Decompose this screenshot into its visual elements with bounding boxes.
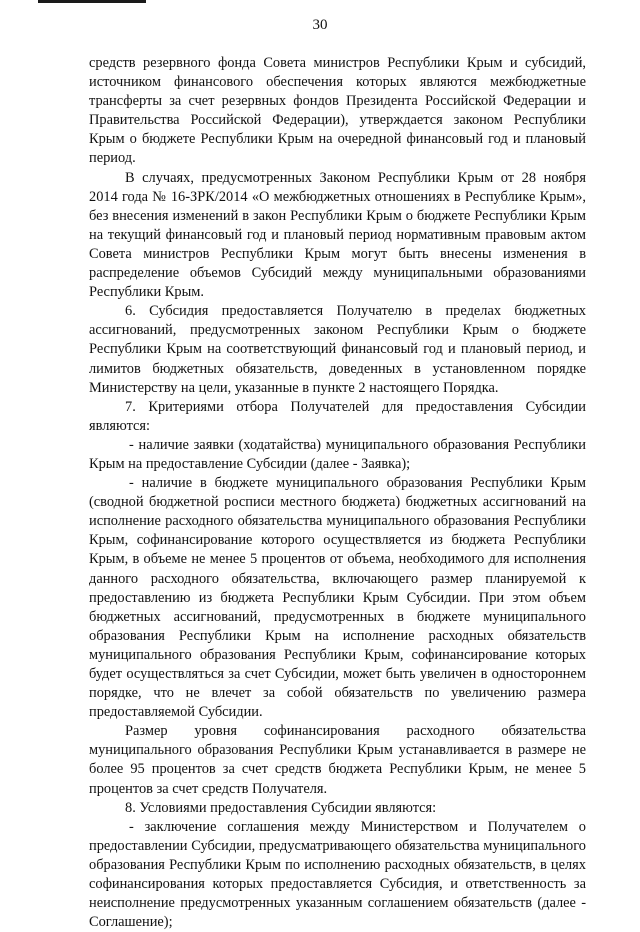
paragraph-item-8: 8. Условиями предоставления Субсидии являются: — [125, 799, 437, 816]
paragraph-item-7: 7. Критериями отбора Получателей для предоставления Субсидии являются: — [89, 398, 586, 434]
condition-agreement: - заключение соглашения между Министерством и Получателем о предоставлении Субсидии, предусматривающего обязательства муниципального образования Республики Крым по исполнению расходных обязательств, в целях софинансирования которых предоставляется Субсидия, и ответственность за неисполнение предусмотренных указанным соглашением обязательств (далее - Соглашение); — [89, 818, 586, 931]
page-number: 30 — [312, 17, 328, 33]
criterion-budget-allocations: - наличие в бюджете муниципального образования Республики Крым (сводной бюджетной росписи местного бюджета) бюджетных ассигнований на исполнение расходного обязательства муниципального образования Республики Крым, софинансирование которого осуществляется из бюджета Республики Крым, в объеме не менее 5 процентов от объема, необходимого для исполнения данного расходного обязательства, включающего размер планируемой к предоставлению из бюджета Республики Крым Субсидии. При этом объем бюджетных ассигнований, предусмотренных в бюджете муниципального образования Республики Крым на исполнение расходных обязательств муниципального образования Республики Крым, софинансирование которых будет осуществляться за счет Субсидии, может быть увеличен в одностороннем порядке, что не влечет за собой обязательств по увеличению размера предоставляемой Субсидии. — [89, 475, 586, 721]
criterion-application: - наличие заявки (ходатайства) муниципального образования Республики Крым на предоставление Субсидии (далее - Заявка); — [89, 436, 586, 472]
paragraph-item-6: 6. Субсидия предоставляется Получателю в пределах бюджетных ассигнований, предусмотренных законом Республики Крым о бюджете Республики Крым на соответствующий финансовый год и плановый период, и лимитов бюджетных обязательств, доведенных в установленном порядке Министерству на цели, указанные в пункте 2 настоящего Порядка. — [89, 303, 586, 396]
document-body — [89, 54, 586, 932]
paragraph-cofinancing-level: Размер уровня софинансирования расходного обязательства муниципального образования Республики Крым устанавливается в размере не более 95 процентов за счет средств бюджета Республики Крым, не менее 5 процентов за счет средств Получателя. — [89, 723, 586, 797]
scan-edge-mark — [38, 0, 146, 3]
paragraph-budget-changes: В случаях, предусмотренных Законом Республики Крым от 28 ноября 2014 года № 16-ЗРК/2014 «О межбюджетных отношениях в Республике Крым», без внесения изменений в закон Республики Крым о бюджете Республики Крым на текущий финансовый год и плановый период нормативным правовым актом Совета министров Республики Крым могут быть внесены изменения в распределение объемов Субсидий между муниципальными образованиями Республики Крым. — [89, 169, 586, 301]
paragraph-continuation: средств резервного фонда Совета министров Республики Крым и субсидий, источником финансового обеспечения которых являются межбюджетные трансферты за счет резервных фондов Президента Российской Федерации и Правительства Российской Федерации), утверждается законом Республики Крым о бюджете Республики Крым на очередной финансовый год и плановый период. — [89, 55, 586, 167]
